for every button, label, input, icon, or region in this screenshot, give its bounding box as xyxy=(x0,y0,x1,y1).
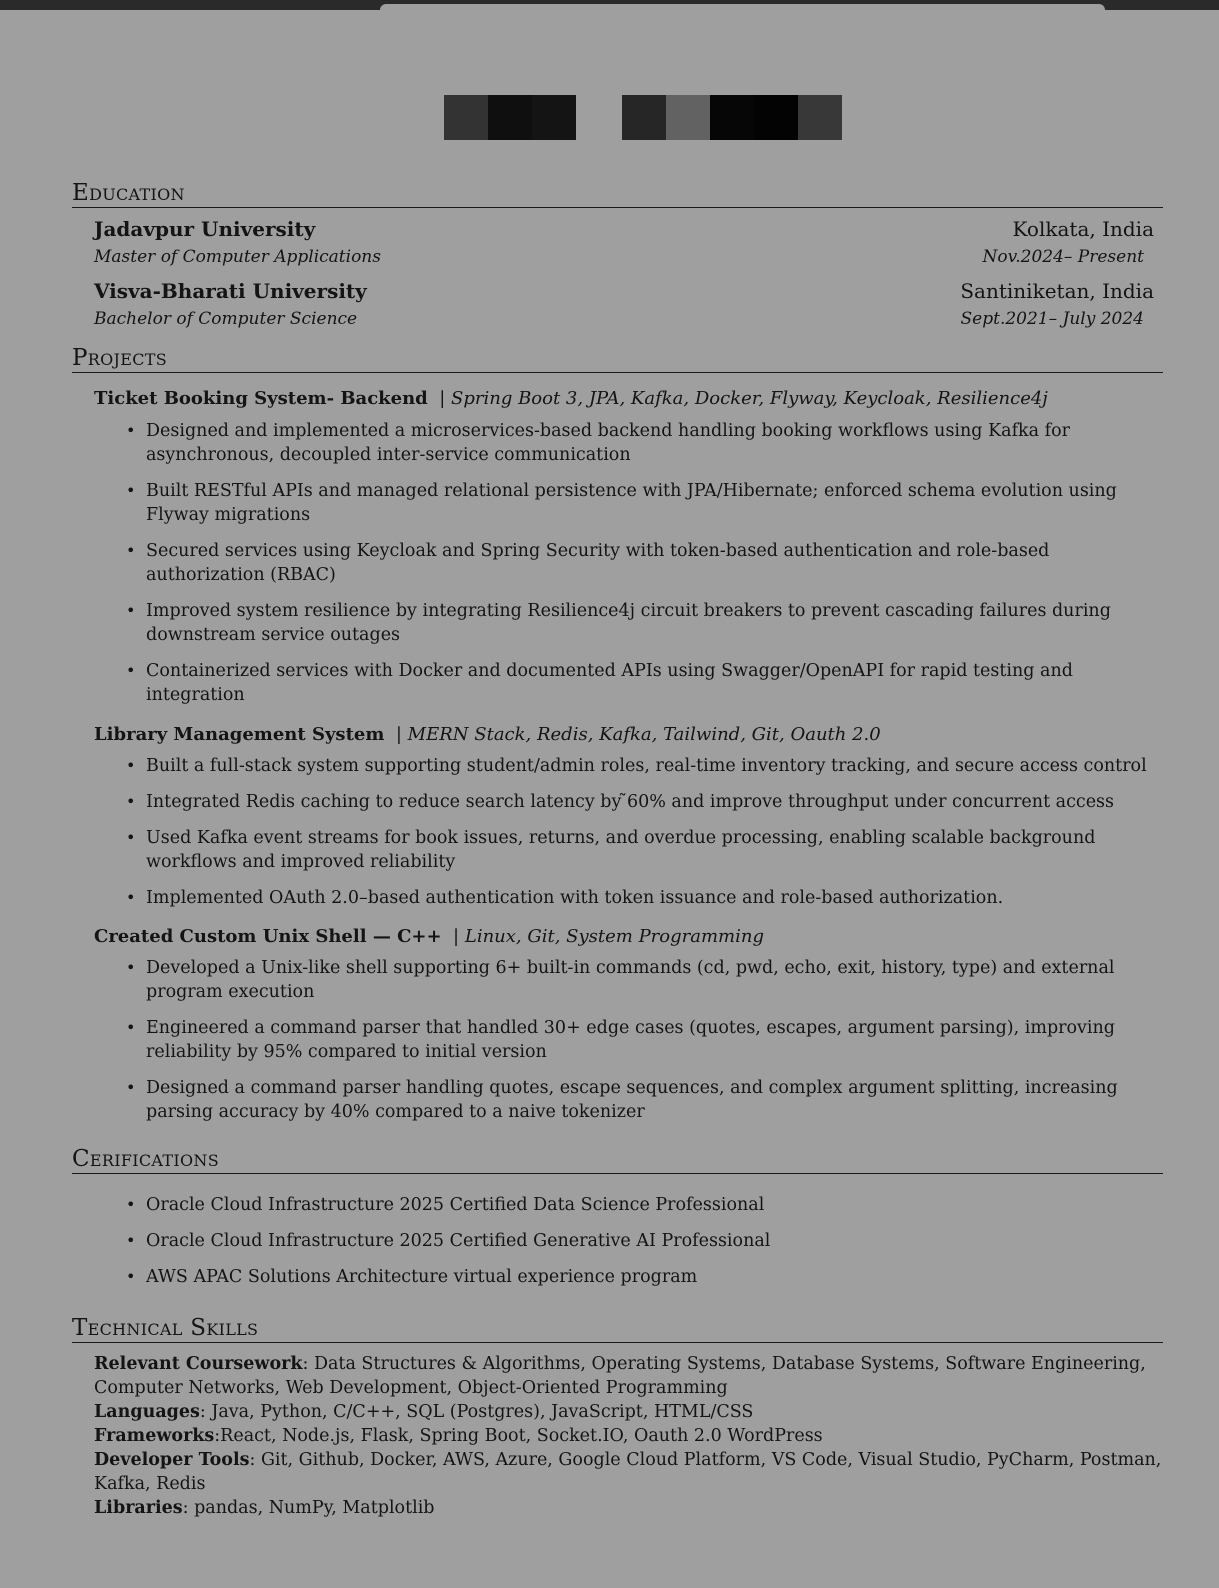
list-item: • Secured services using Keycloak and Spring Security with token-based authentication and role-based authorization (RBAC) xyxy=(124,539,1154,587)
project-tech: MERN Stack, Redis, Kafka, Tailwind, Git, Oauth 2.0 xyxy=(407,724,881,745)
skills-label: Languages xyxy=(94,1402,200,1422)
skills-value: : Git, Github, Docker, AWS, Azure, Google Cloud Platform, VS Code, Visual Studio, PyCharm, Postman, Kafka, Redis xyxy=(94,1450,1162,1494)
skills-heading: Technical Skills xyxy=(72,1315,1163,1343)
skills-value: : pandas, NumPy, Matplotlib xyxy=(182,1498,435,1518)
list-item: • Engineered a command parser that handled 30+ edge cases (quotes, escapes, argument parsing), improving reliability by 95% compared to initial version xyxy=(124,1016,1154,1064)
certifications-heading: Cerifications xyxy=(72,1146,1163,1174)
redacted-name-last xyxy=(622,95,842,140)
project-separator: | xyxy=(395,724,402,745)
projects-heading: Projects xyxy=(72,345,1163,373)
skills-label: Relevant Coursework xyxy=(94,1354,303,1374)
skills-value: : Java, Python, C/C++, SQL (Postgres), JavaScript, HTML/CSS xyxy=(199,1402,754,1422)
skills-libraries xyxy=(94,1496,1162,1520)
skills-block xyxy=(94,1352,1162,1520)
skills-coursework xyxy=(94,1352,1162,1400)
project-tech: Linux, Git, System Programming xyxy=(464,926,764,947)
list-item: • Used Kafka event streams for book issues, returns, and overdue processing, enabling scalable background workflows and improved reliability xyxy=(124,826,1154,874)
degree: Master of Computer Applications xyxy=(94,247,381,267)
school-name: Jadavpur University xyxy=(94,217,316,241)
project-name: Created Custom Unix Shell — C++ xyxy=(94,926,442,947)
list-item: • Designed a command parser handling quotes, escape sequences, and complex argument splitting, increasing parsing accuracy by 40% compared to a naive tokenizer xyxy=(124,1076,1154,1124)
school-location: Kolkata, India xyxy=(1012,217,1154,241)
education-dates: Sept.2021– July 2024 xyxy=(960,309,1144,329)
education-dates: Nov.2024– Present xyxy=(982,247,1144,267)
list-item: • Built a full-stack system supporting student/admin roles, real-time inventory tracking, and secure access control xyxy=(124,754,1154,778)
skills-value: :React, Node.js, Flask, Spring Boot, Socket.IO, Oauth 2.0 WordPress xyxy=(214,1426,823,1446)
list-item: • Containerized services with Docker and documented APIs using Swagger/OpenAPI for rapid testing and integration xyxy=(124,659,1154,707)
list-item: • Oracle Cloud Infrastructure 2025 Certified Generative AI Professional xyxy=(124,1229,1154,1253)
education-entry-details xyxy=(94,309,1154,329)
project-separator: | xyxy=(439,388,446,409)
project-name: Ticket Booking System- Backend xyxy=(94,388,428,409)
skills-label: Frameworks xyxy=(94,1426,215,1446)
project-name: Library Management System xyxy=(94,724,385,745)
skills-languages xyxy=(94,1400,1162,1424)
education-entry-details xyxy=(94,247,1154,267)
education-heading: Education xyxy=(72,180,1163,208)
project-separator: | xyxy=(453,926,460,947)
list-item: • Oracle Cloud Infrastructure 2025 Certified Data Science Professional xyxy=(124,1193,1154,1217)
degree: Bachelor of Computer Science xyxy=(94,309,358,329)
project-title xyxy=(94,388,1048,409)
list-item: • Implemented OAuth 2.0–based authentication with token issuance and role-based authorization. xyxy=(124,886,1154,910)
list-item: • Designed and implemented a microservices-based backend handling booking workflows using Kafka for asynchronous, decoupled inter-service communication xyxy=(124,419,1154,467)
skills-label: Developer Tools xyxy=(94,1450,250,1470)
project-title xyxy=(94,926,764,947)
list-item: • Developed a Unix-like shell supporting 6+ built-in commands (cd, pwd, echo, exit, history, type) and external program execution xyxy=(124,956,1154,1004)
list-item: • Integrated Redis caching to reduce search latency by ̃60% and improve throughput under concurrent access xyxy=(124,790,1154,814)
skills-label: Libraries xyxy=(94,1498,183,1518)
school-name: Visva-Bharati University xyxy=(94,279,367,303)
project-tech: Spring Boot 3, JPA, Kafka, Docker, Flyway, Keycloak, Resilience4j xyxy=(451,388,1048,409)
skills-frameworks xyxy=(94,1424,1162,1448)
skills-value: : Data Structures & Algorithms, Operating Systems, Database Systems, Software Engineering, Computer Networks, Web Development, Object-Oriented Programming xyxy=(94,1354,1146,1398)
list-item: • Built RESTful APIs and managed relational persistence with JPA/Hibernate; enforced schema evolution using Flyway migrations xyxy=(124,479,1154,527)
education-entry xyxy=(94,279,1154,303)
education-entry xyxy=(94,217,1154,241)
document-tab-edge xyxy=(380,4,1105,10)
list-item: • AWS APAC Solutions Architecture virtual experience program xyxy=(124,1265,1154,1289)
browser-top-bar xyxy=(0,0,1219,10)
school-location: Santiniketan, India xyxy=(960,279,1154,303)
skills-tools xyxy=(94,1448,1162,1496)
project-title xyxy=(94,724,881,745)
redacted-name-first xyxy=(444,95,576,140)
list-item: • Improved system resilience by integrating Resilience4j circuit breakers to prevent cascading failures during downstream service outages xyxy=(124,599,1154,647)
